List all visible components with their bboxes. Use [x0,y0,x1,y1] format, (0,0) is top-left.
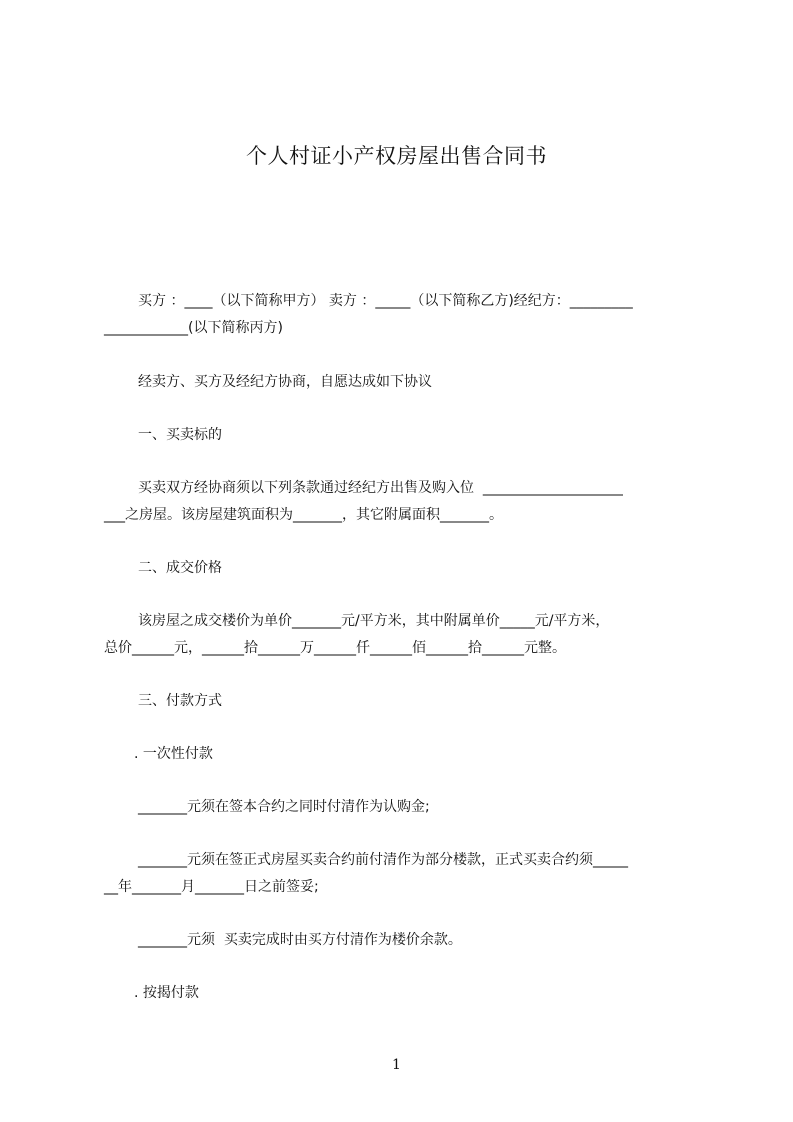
payment-clause-2-line-2: __年_______月_______日之前签妥; [104,879,319,895]
document-title: 个人村证小产权房屋出售合同书 [246,144,547,168]
section-1-line-1: 买卖双方经协商须以下列条款通过经纪方出售及购入位 ____________________ [138,480,623,496]
section-2-line-2: 总价______元，______拾______万______仟______佰______拾______元整。 [104,640,566,656]
payment-clause-2-line-1: _______元须在签正式房屋买卖合约前付清作为部分楼款，正式买卖合约须_____ [138,852,628,868]
payment-clause-1: _______元须在签本合约之同时付清作为认购金; [138,799,430,815]
section-2-heading: 二、成交价格 [138,560,222,576]
section-1-heading: 一、买卖标的 [138,427,222,443]
parties-line-2: ____________(以下简称丙方) [104,320,283,336]
payment-clause-3: _______元须 买卖完成时由买方付清作为楼价余款。 [138,932,462,948]
agreement-intro: 经卖方、买方及经纪方协商，自愿达成如下协议 [138,374,432,390]
parties-line-1: 买方 ：____（以下简称甲方） 卖方 ：_____（以下简称乙方)经纪方：_________ [138,293,633,309]
section-2-line-1: 该房屋之成交楼价为单价_______元/平方米，其中附属单价_____元/平方米， [138,613,610,629]
page-number: 1 [392,1057,401,1073]
section-1-line-2: ___之房屋。该房屋建筑面积为_______，其它附属面积_______。 [104,507,503,523]
section-3-heading: 三、付款方式 [138,693,222,709]
subsection-1-heading: . 一次性付款 [134,746,213,762]
subsection-2-heading: . 按揭付款 [134,985,199,1001]
